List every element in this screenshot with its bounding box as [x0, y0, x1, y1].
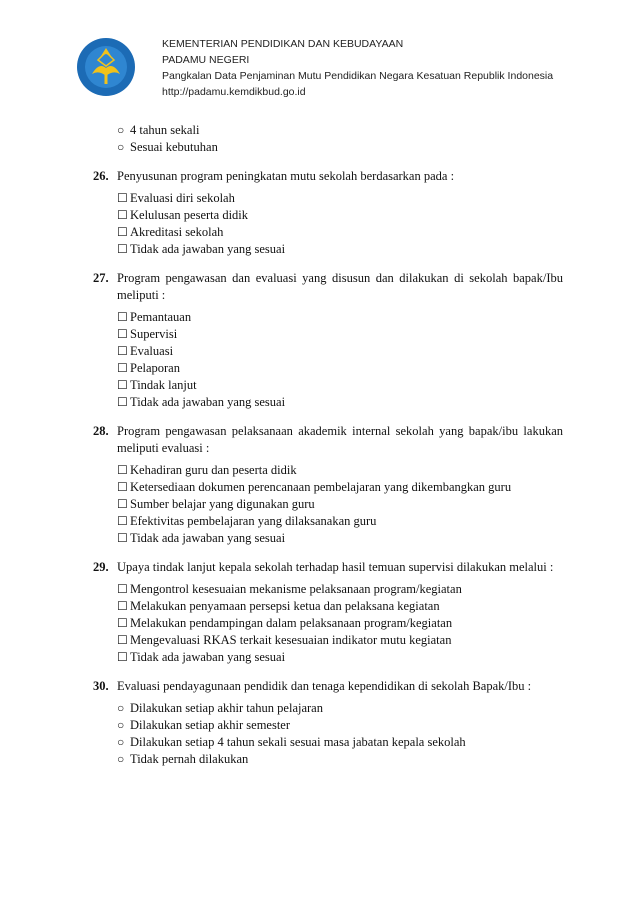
option-label: Kehadiran guru dan peserta didik: [130, 463, 297, 477]
option-label: Evaluasi: [130, 344, 174, 358]
checkbox-option[interactable]: [117, 496, 563, 513]
radio-option[interactable]: [117, 717, 563, 734]
option-label: Pelaporan: [130, 361, 180, 375]
option-list: [117, 190, 563, 258]
radio-option[interactable]: [117, 751, 563, 768]
checkbox-square-icon[interactable]: ☐: [117, 208, 128, 222]
kemdikbud-logo: [70, 36, 142, 98]
question-text: Program pengawasan dan evaluasi yang disusun dan dilakukan di sekolah bapak/Ibu meliputi :: [117, 271, 563, 302]
option-label: Mengontrol kesesuaian mekanisme pelaksanaan program/kegiatan: [130, 582, 462, 596]
checkbox-option[interactable]: [117, 513, 563, 530]
header-text: [162, 36, 553, 100]
checkbox-option[interactable]: [117, 343, 563, 360]
checkbox-option[interactable]: [117, 649, 563, 666]
option-label: Tidak pernah dilakukan: [130, 752, 249, 766]
option-label: Dilakukan setiap akhir semester: [130, 718, 291, 732]
question-number: 26.: [93, 169, 109, 183]
checkbox-option[interactable]: [117, 309, 563, 326]
question-number: 27.: [93, 271, 109, 285]
option-label: Melakukan pendampingan dalam pelaksanaan program/kegiatan: [130, 616, 453, 630]
page-header: [70, 30, 590, 102]
checkbox-square-icon[interactable]: ☐: [117, 633, 128, 647]
checkbox-option[interactable]: [117, 598, 563, 615]
checkbox-square-icon[interactable]: ☐: [117, 225, 128, 239]
portal-name: PADAMU NEGERI: [162, 54, 250, 66]
checkbox-square-icon[interactable]: ☐: [117, 650, 128, 664]
checkbox-square-icon[interactable]: ☐: [117, 616, 128, 630]
checkbox-option[interactable]: [117, 241, 563, 258]
option-label: Tidak ada jawaban yang sesuai: [130, 650, 286, 664]
checkbox-option[interactable]: [117, 377, 563, 394]
question-number: 28.: [93, 424, 109, 438]
checkbox-option[interactable]: [117, 530, 563, 547]
question-text: Program pengawasan pelaksanaan akademik internal sekolah yang bapak/ibu lakukan meliputi evaluasi :: [117, 424, 563, 455]
option-label: Pemantauan: [130, 310, 192, 324]
radio-circle-icon[interactable]: ○: [117, 701, 125, 715]
checkbox-square-icon[interactable]: ☐: [117, 361, 128, 375]
checkbox-option[interactable]: [117, 360, 563, 377]
checkbox-square-icon[interactable]: ☐: [117, 395, 128, 409]
portal-url[interactable]: http://padamu.kemdikbud.go.id: [162, 86, 306, 98]
question-block: [93, 270, 563, 411]
radio-option[interactable]: [117, 700, 563, 717]
option-list: [117, 309, 563, 411]
question-text: Evaluasi pendayagunaan pendidik dan tenaga kependidikan di sekolah Bapak/Ibu :: [117, 679, 532, 693]
radio-option[interactable]: [117, 122, 563, 139]
option-label: Ketersediaan dokumen perencanaan pembelajaran yang dikembangkan guru: [130, 480, 512, 494]
option-label: Melakukan penyamaan persepsi ketua dan pelaksana kegiatan: [130, 599, 440, 613]
radio-circle-icon[interactable]: ○: [117, 752, 125, 766]
checkbox-option[interactable]: [117, 479, 563, 496]
option-label: Mengevaluasi RKAS terkait kesesuaian indikator mutu kegiatan: [130, 633, 452, 647]
checkbox-option[interactable]: [117, 581, 563, 598]
option-label: Kelulusan peserta didik: [130, 208, 249, 222]
checkbox-option[interactable]: [117, 615, 563, 632]
question-number: 30.: [93, 679, 109, 693]
option-label: Tidak ada jawaban yang sesuai: [130, 395, 286, 409]
checkbox-square-icon[interactable]: ☐: [117, 531, 128, 545]
checkbox-square-icon[interactable]: ☐: [117, 191, 128, 205]
radio-circle-icon[interactable]: ○: [117, 718, 125, 732]
option-label: Sesuai kebutuhan: [130, 140, 218, 154]
checkbox-option[interactable]: [117, 394, 563, 411]
option-label: Tindak lanjut: [130, 378, 197, 392]
question-block: [93, 559, 563, 666]
option-label: Sumber belajar yang digunakan guru: [130, 497, 315, 511]
question-text: Penyusunan program peningkatan mutu sekolah berdasarkan pada :: [117, 169, 455, 183]
checkbox-option[interactable]: [117, 462, 563, 479]
checkbox-square-icon[interactable]: ☐: [117, 344, 128, 358]
checkbox-square-icon[interactable]: ☐: [117, 514, 128, 528]
option-label: Supervisi: [130, 327, 178, 341]
option-label: Dilakukan setiap 4 tahun sekali sesuai masa jabatan kepala sekolah: [130, 735, 466, 749]
question-text: Upaya tindak lanjut kepala sekolah terhadap hasil temuan supervisi dilakukan melalui :: [117, 560, 554, 574]
option-list: [117, 700, 563, 768]
checkbox-square-icon[interactable]: ☐: [117, 378, 128, 392]
option-list: [117, 462, 563, 547]
checkbox-square-icon[interactable]: ☐: [117, 463, 128, 477]
checkbox-square-icon[interactable]: ☐: [117, 497, 128, 511]
option-label: Efektivitas pembelajaran yang dilaksanakan guru: [130, 514, 377, 528]
option-label: Tidak ada jawaban yang sesuai: [130, 531, 286, 545]
checkbox-square-icon[interactable]: ☐: [117, 582, 128, 596]
radio-circle-icon[interactable]: ○: [117, 123, 125, 137]
checkbox-square-icon[interactable]: ☐: [117, 480, 128, 494]
option-label: Akreditasi sekolah: [130, 225, 224, 239]
option-label: 4 tahun sekali: [130, 123, 200, 137]
checkbox-option[interactable]: [117, 190, 563, 207]
option-label: Tidak ada jawaban yang sesuai: [130, 242, 286, 256]
checkbox-option[interactable]: [117, 224, 563, 241]
question-block: [93, 168, 563, 258]
radio-option[interactable]: [117, 139, 563, 156]
checkbox-square-icon[interactable]: ☐: [117, 327, 128, 341]
portal-description: Pangkalan Data Penjaminan Mutu Pendidikan Negara Kesatuan Republik Indonesia: [162, 70, 554, 82]
option-label: Dilakukan setiap akhir tahun pelajaran: [130, 701, 323, 715]
radio-option[interactable]: [117, 734, 563, 751]
question-list: [93, 168, 563, 768]
radio-circle-icon[interactable]: ○: [117, 735, 125, 749]
checkbox-option[interactable]: [117, 326, 563, 343]
checkbox-square-icon[interactable]: ☐: [117, 599, 128, 613]
question-block: [93, 423, 563, 547]
checkbox-square-icon[interactable]: ☐: [117, 242, 128, 256]
questionnaire: [93, 122, 563, 768]
question-number: 29.: [93, 560, 109, 574]
option-list: [117, 581, 563, 666]
question-block: [93, 678, 563, 768]
radio-circle-icon[interactable]: ○: [117, 140, 125, 154]
checkbox-square-icon[interactable]: ☐: [117, 310, 128, 324]
continued-options: [117, 122, 563, 156]
checkbox-option[interactable]: [117, 632, 563, 649]
ministry-name: KEMENTERIAN PENDIDIKAN DAN KEBUDAYAAN: [162, 38, 404, 50]
option-label: Evaluasi diri sekolah: [130, 191, 235, 205]
checkbox-option[interactable]: [117, 207, 563, 224]
